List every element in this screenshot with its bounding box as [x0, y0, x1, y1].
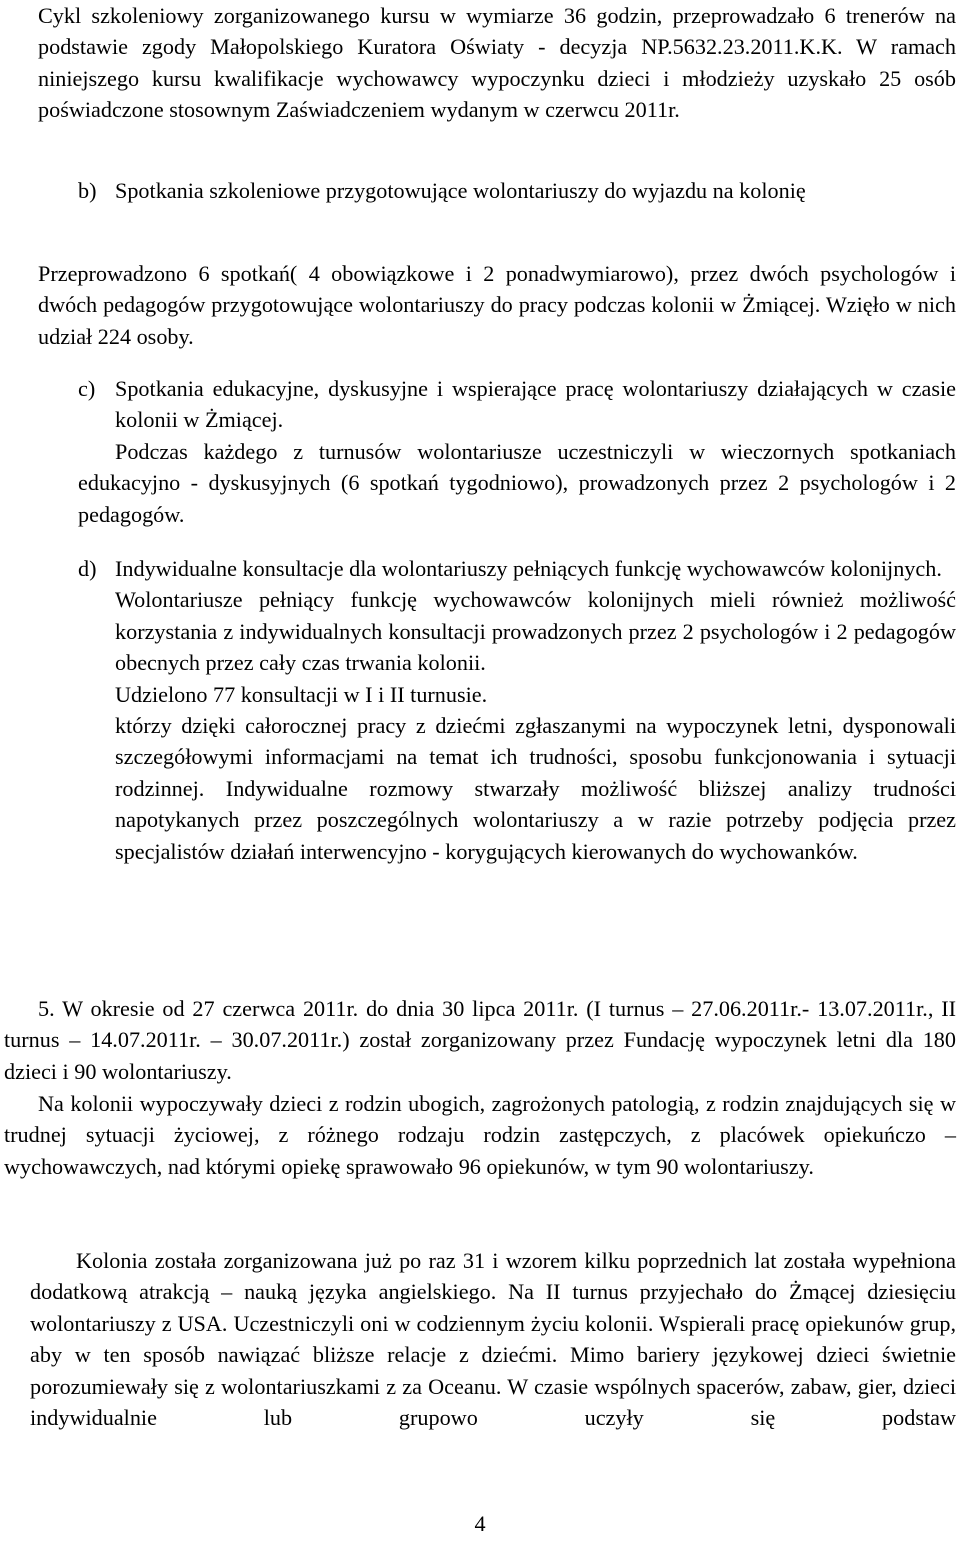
list-heading-d: Indywidualne konsultacje dla wolontariuszy pełniących funkcję wychowawców kolonijnych. [115, 556, 942, 581]
list-label-b: b) [78, 178, 97, 203]
paragraph-b: Przeprowadzono 6 spotkań( 4 obowiązkowe i 2 ponadwymiarowo), przez dwóch psychologów i dwóch pedagogów przygotowujące wolontariuszy do pracy podczas kolonii w Żmiącej. Wzięło w nich udział 224 osoby. [38, 261, 956, 349]
list-item-c [78, 373, 956, 530]
list-item-b [78, 175, 956, 206]
list-heading-c: Spotkania edukacyjne, dyskusyjne i wspierające pracę wolontariuszy działających w czasie kolonii w Żmiącej. [115, 376, 956, 433]
list-body-d-3: którzy dzięki całorocznej pracy z dziećmi zgłaszanymi na wypoczynek letni, dysponowali szczegółowymi informacjami na temat ich trudności, sposobu funkcjonowania i sytuacji rodzinnej. Indywidualne rozmowy stwarzały możliwość bliższej analizy trudności napotykanych przez poszczególnych wolontariuszy a w razie potrzeby podjęcia przez specjalistów działań interwencyjno - korygujących kierowanych do wychowanków. [115, 713, 956, 864]
list-body-c: Podczas każdego z turnusów wolontariusze uczestniczyli w wieczornych spotkaniach edukacyjno - dyskusyjnych (6 spotkań tygodniowo), prowadzonych przez 2 psychologów i 2 pedagogów. [78, 438, 956, 527]
section-5-paragraph: 5. W okresie od 27 czerwca 2011r. do dnia 30 lipca 2011r. (I turnus – 27.06.2011r.- 13.07.2011r., II turnus – 14.07.2011r. – 30.07.2011r.) został zorganizowany przez Fundację wypoczynek letni dla 180 dzieci i 90 wolontariuszy. [4, 996, 956, 1084]
page-number: 4 [474, 1511, 486, 1536]
list-label-c: c) [78, 376, 96, 401]
list-item-d [78, 553, 956, 867]
paragraph-kolonii: Na kolonii wypoczywały dzieci z rodzin ubogich, zagrożonych patologią, z rodzin znajdujących się w trudnej sytuacji życiowej, z różnego rodzaju rodzin zastępczych, z placówek opiekuńczo – wychowawczych, nad którymi opiekę sprawowało 96 opiekunów, w tym 90 wolontariuszy. [4, 1091, 956, 1179]
list-heading-b: Spotkania szkoleniowe przygotowujące wolontariuszy do wyjazdu na kolonię [115, 178, 806, 203]
list-label-d: d) [78, 556, 97, 581]
list-body-d-2: Udzielono 77 konsultacji w I i II turnusie. [115, 681, 488, 707]
intro-paragraph: Cykl szkoleniowy zorganizowanego kursu w wymiarze 36 godzin, przeprowadzało 6 trenerów na podstawie zgody Małopolskiego Kuratora Oświaty - decyzja NP.5632.23.2011.K.K. W ramach niniejszego kursu kwalifikacje wychowawcy wypoczynku dzieci i młodzieży uzyskało 25 osób poświadczone stosownym Zaświadczeniem wydanym w czerwcu 2011r. [38, 3, 956, 123]
list-body-d-1: Wolontariusze pełniący funkcję wychowawców kolonijnych mieli również możliwość korzystania z indywidualnych konsultacji prowadzonych przez 2 psychologów i 2 pedagogów obecnych przez cały czas trwania kolonii. [115, 587, 956, 676]
paragraph-kolonia: Kolonia została zorganizowana już po raz 31 i wzorem kilku poprzednich lat została wypełniona dodatkową atrakcją – nauką języka angielskiego. Na II turnus przyjechało do Żmącej dziesięciu wolontariuszy z USA. Uczestniczyli oni w codziennym życiu kolonii. Wspierali pracę opiekunów grup, aby w ten sposób nawiązać bliższe relacje z dziećmi. Mimo bariery językowej dzieci świetnie porozumiewały się z wolontariuszkami z za Oceanu. W czasie wspólnych spacerów, zabaw, gier, dzieci indywidualnie lub grupowo uczyły się podstaw [30, 1248, 956, 1431]
